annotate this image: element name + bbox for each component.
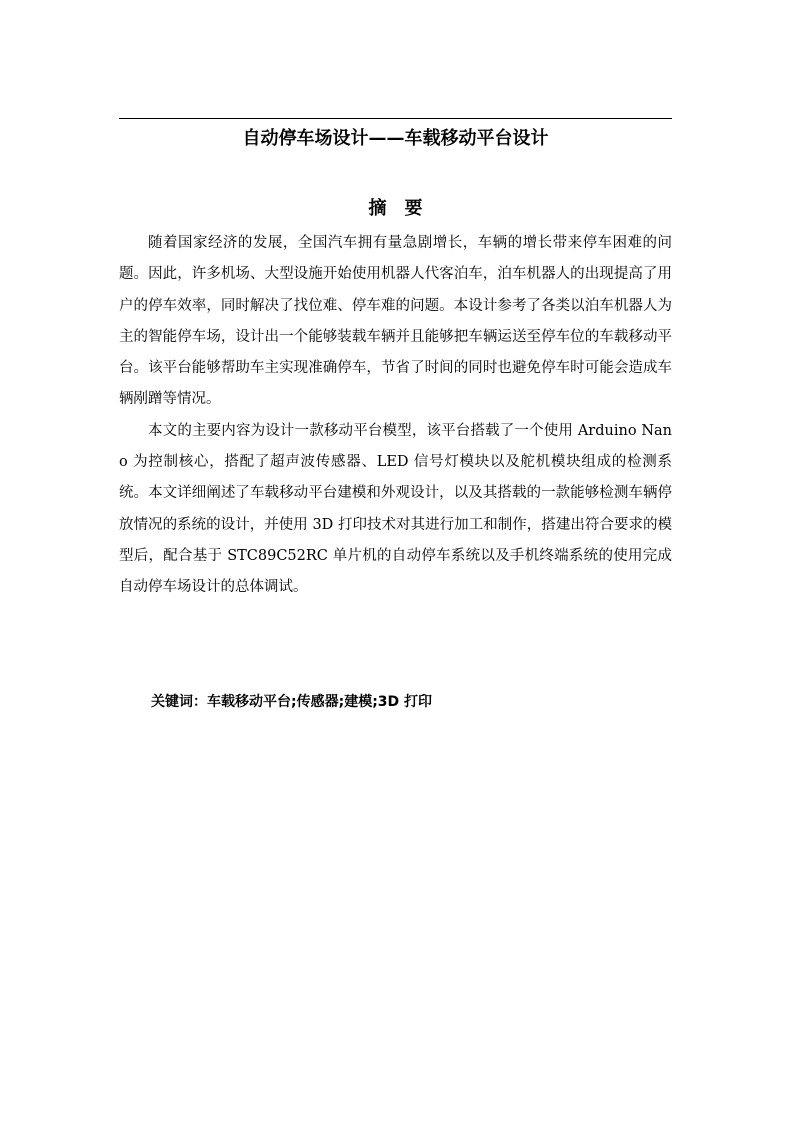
- keywords-line: 关键词：车载移动平台;传感器;建模;3D 打印: [151, 694, 433, 710]
- abstract-heading: [119, 195, 672, 223]
- abstract-heading-char-1: 摘: [368, 198, 387, 219]
- header-rule: [119, 118, 672, 119]
- abstract-heading-char-2: 要: [404, 198, 423, 219]
- abstract-paragraph-1: 随着国家经济的发展，全国汽车拥有量急剧增长，车辆的增长带来停车困难的问题。因此，许多机场、大型设施开始使用机器人代客泊车，泊车机器人的出现提高了用户的停车效率，同时解决了找位难、停车难的问题。本设计参考了各类以泊车机器人为主的智能停车场，设计出一个能够装载车辆并且能够把车辆运送至停车位的车载移动平台。该平台能够帮助车主实现准确停车，节省了时间的同时也避免停车时可能会造成车辆剐蹭等情况。: [119, 235, 672, 408]
- document-title: 自动停车场设计——车载移动平台设计: [242, 128, 549, 149]
- abstract-paragraph-2: 本文的主要内容为设计一款移动平台模型，该平台搭载了一个使用 Arduino Nano 为控制核心，搭配了超声波传感器、LED 信号灯模块以及舵机模块组成的检测系统。本文详细阐述了车载移动平台建模和外观设计，以及其搭载的一款能够检测车辆停放情况的系统的设计，并使用 3D 打印技术对其进行加工和制作，搭建出符合要求的模型后，配合基于 STC89C52RC 单片机的自动停车系统以及手机终端系统的使用完成自动停车场设计的总体调试。: [119, 422, 672, 596]
- abstract-body: [119, 228, 672, 604]
